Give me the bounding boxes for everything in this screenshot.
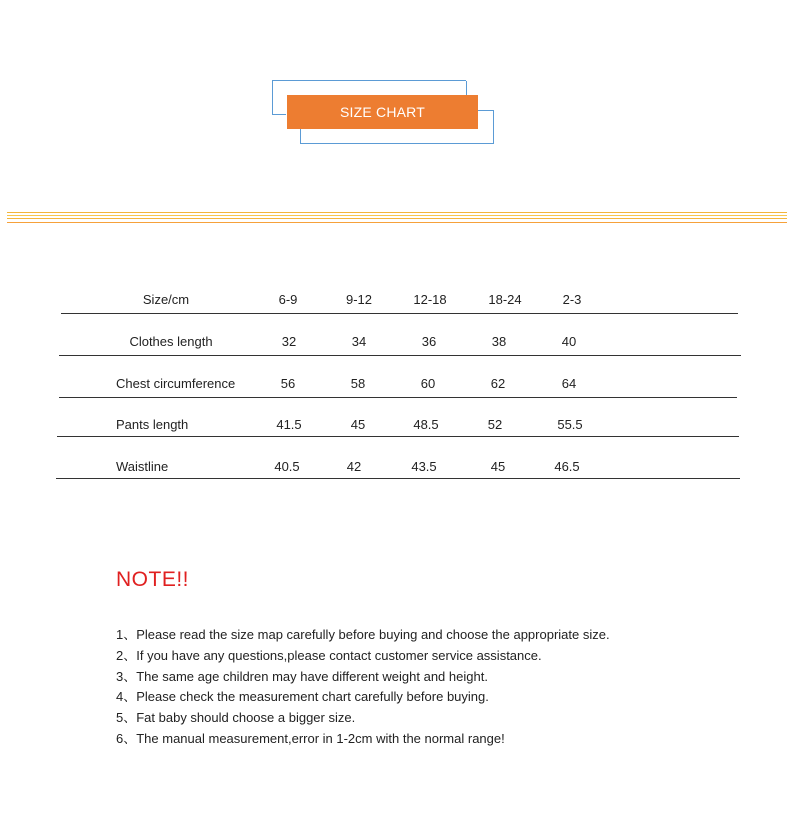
cell-value: 56 [280,376,296,391]
cell-value: 40.5 [274,459,300,474]
section-divider [7,212,787,224]
divider-line [7,222,787,223]
table-row [0,417,789,437]
header-size: 12-18 [413,292,447,307]
cell-value: 52 [487,417,503,432]
header-size: 9-12 [345,292,373,307]
divider-line [7,215,787,216]
row-label: Pants length [116,417,189,432]
note-list [116,625,610,750]
note-item: 6、The manual measurement,error in 1-2cm with the normal range! [116,730,505,746]
cell-value: 41.5 [276,417,302,432]
cell-value: 34 [351,334,367,349]
cell-value: 58 [350,376,366,391]
note-item: 1、Please read the size map carefully before buying and choose the appropriate size. [116,627,610,642]
header-size: 6-9 [278,292,298,307]
cell-value: 43.5 [411,459,437,474]
cell-value: 38 [491,334,507,349]
cell-value: 45 [350,417,366,432]
cell-value: 48.5 [413,417,439,432]
header-label: Size/cm [142,292,190,307]
table-row [0,376,789,396]
row-label: Chest circumference [116,376,236,391]
divider-line [7,212,787,213]
cell-value: 40 [561,334,577,349]
table-rule [57,436,739,437]
table-rule [59,397,737,398]
cell-value: 42 [346,459,362,474]
cell-value: 60 [420,376,436,391]
cell-value: 62 [490,376,506,391]
note-item: 3、The same age children may have different weight and height. [116,668,488,684]
page-title: SIZE CHART [287,95,478,129]
cell-value: 32 [281,334,297,349]
row-label: Waistline [116,459,169,474]
cell-value: 46.5 [554,459,580,474]
size-chart-title-badge [272,80,496,146]
note-item: 2、If you have any questions,please contact customer service assistance. [116,647,542,663]
cell-value: 55.5 [557,417,583,432]
table-rule [59,355,741,356]
table-row [0,459,789,479]
header-size: 18-24 [488,292,522,307]
table-rule [56,478,740,479]
note-item: 5、Fat baby should choose a bigger size. [116,710,356,726]
table-row [0,334,789,354]
table-header-row [0,292,789,312]
note-item: 4、Please check the measurement chart carefully before buying. [116,689,489,705]
divider-line [7,218,787,219]
row-label: Clothes length [129,334,213,349]
cell-value: 45 [490,459,506,474]
cell-value: 36 [421,334,437,349]
table-rule [61,313,738,314]
cell-value: 64 [561,376,577,391]
header-size: 2-3 [562,292,582,307]
note-title: NOTE!! [116,568,190,591]
